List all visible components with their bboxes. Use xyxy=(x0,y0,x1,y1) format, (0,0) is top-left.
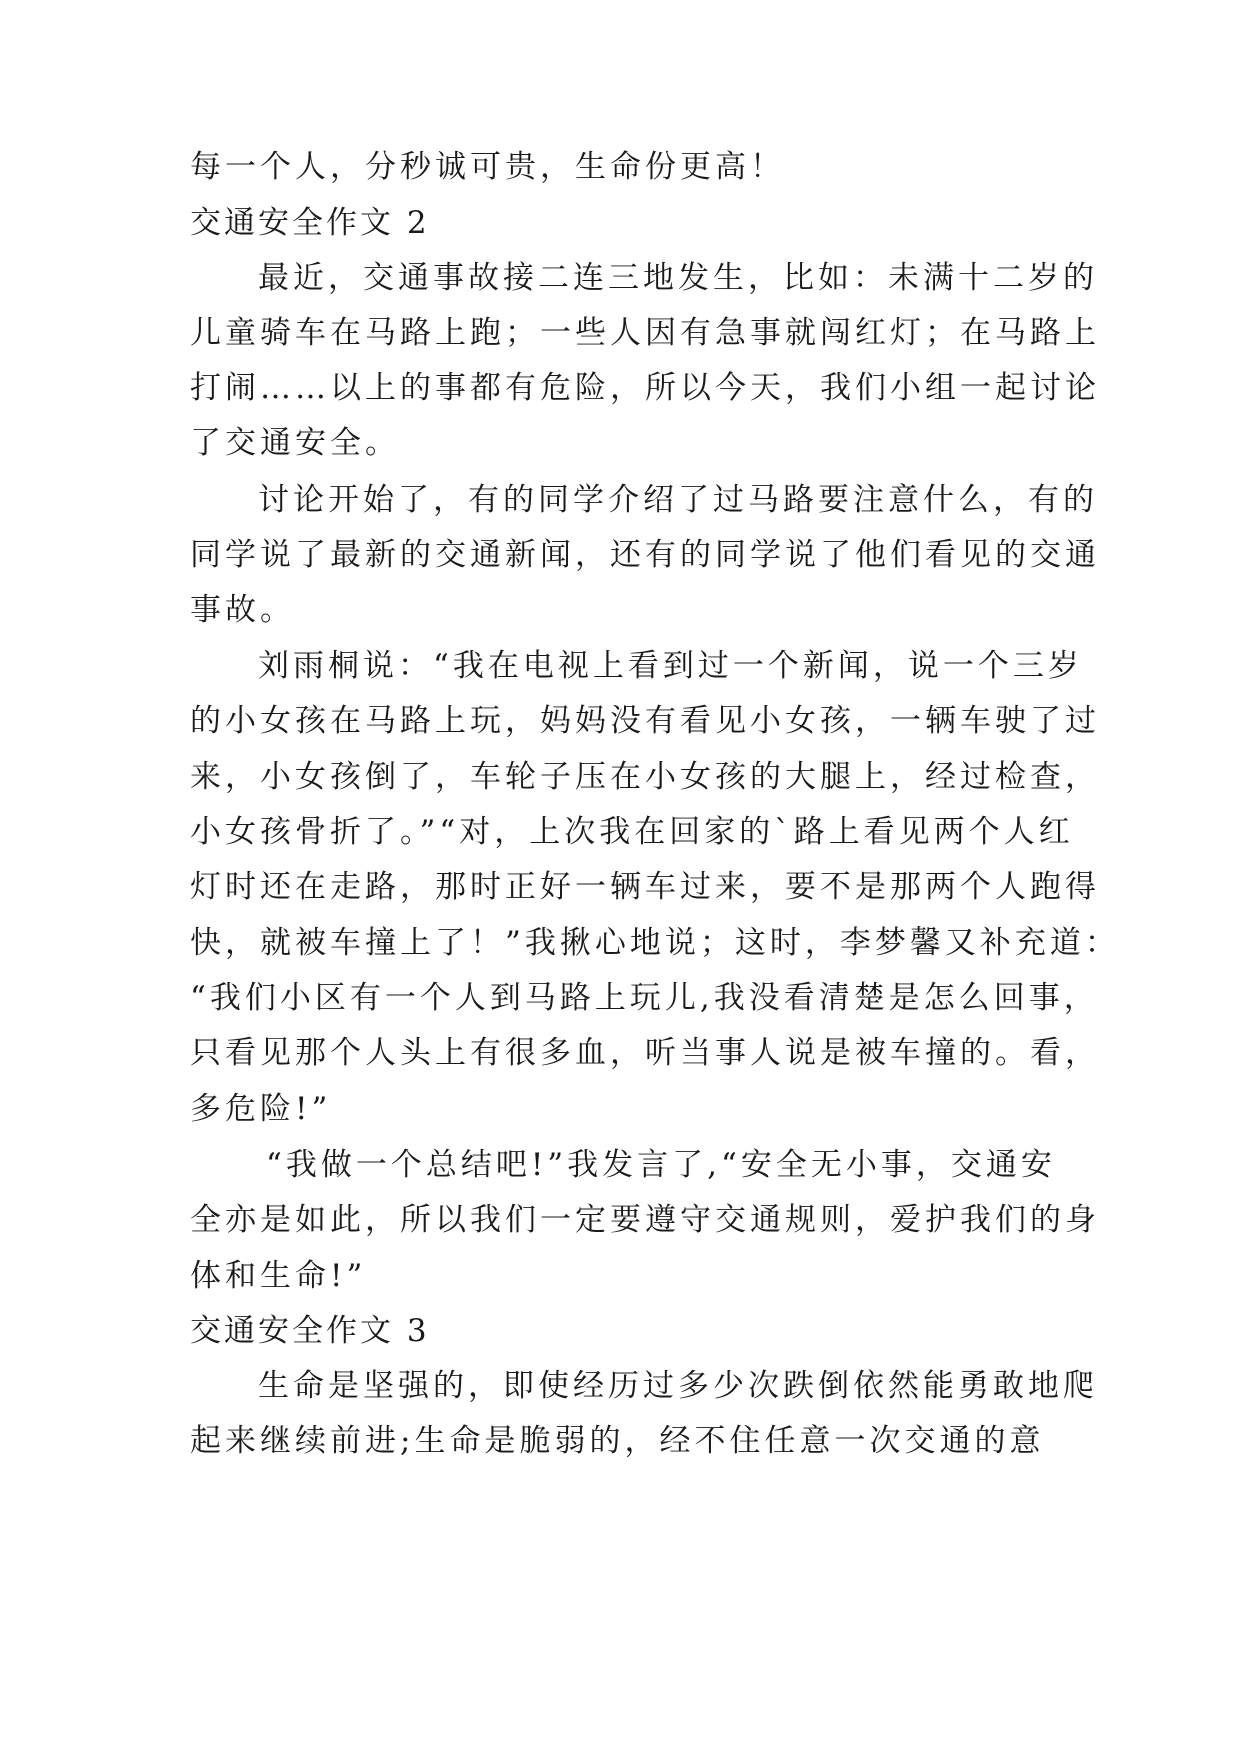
text-line: “我们小区有一个人到马路上玩儿,我没看清楚是怎么回事， xyxy=(190,980,1099,1016)
paragraph-first-line: “我做一个总结吧!”我发言了,“安全无小事，交通安 xyxy=(266,1147,1056,1183)
text-line: 小女孩骨折了。”“对，上次我在回家的`路上看见两个人红 xyxy=(190,814,1074,850)
text-line: 同学说了最新的交通新闻，还有的同学说了他们看见的交通 xyxy=(190,537,1100,573)
text-line: 来，小女孩倒了，车轮子压在小女孩的大腿上，经过检查， xyxy=(190,759,1100,795)
paragraph-first-line: 讨论开始了，有的同学介绍了过马路要注意什么，有的 xyxy=(258,482,1098,518)
text-line: 的小女孩在马路上玩，妈妈没有看见小女孩，一辆车驶了过 xyxy=(190,703,1100,739)
text-line: 全亦是如此，所以我们一定要遵守交通规则，爱护我们的身 xyxy=(190,1202,1100,1238)
paragraph-first-line: 刘雨桐说：“我在电视上看到过一个新闻，说一个三岁 xyxy=(258,648,1083,684)
paragraph-first-line: 最近，交通事故接二连三地发生，比如：未满十二岁的 xyxy=(258,260,1098,296)
text-line: 快，就被车撞上了！”我揪心地说；这时，李梦馨又补充道： xyxy=(190,925,1120,961)
text-line: 多危险!” xyxy=(190,1091,332,1127)
text-line: 打闹……以上的事都有危险，所以今天，我们小组一起讨论 xyxy=(190,370,1100,406)
text-line: 体和生命!” xyxy=(190,1258,367,1294)
text-line: 儿童骑车在马路上跑；一些人因有急事就闯红灯；在马路上 xyxy=(190,315,1100,351)
text-line: 事故。 xyxy=(190,592,295,628)
text-line: 灯时还在走路，那时正好一辆车过来，要不是那两个人跑得 xyxy=(190,869,1100,905)
text-line: 了交通安全。 xyxy=(190,425,400,461)
section-heading: 交通安全作文 3 xyxy=(190,1313,430,1349)
text-line: 起来继续前进;生命是脆弱的，经不住任意一次交通的意 xyxy=(190,1423,1045,1459)
section-heading: 交通安全作文 2 xyxy=(190,205,430,241)
text-line: 只看见那个人头上有很多血，听当事人说是被车撞的。看， xyxy=(190,1035,1100,1071)
paragraph-first-line: 生命是坚强的，即使经历过多少次跌倒依然能勇敢地爬 xyxy=(258,1368,1098,1404)
text-line: 每一个人，分秒诚可贵，生命份更高！ xyxy=(190,149,785,185)
